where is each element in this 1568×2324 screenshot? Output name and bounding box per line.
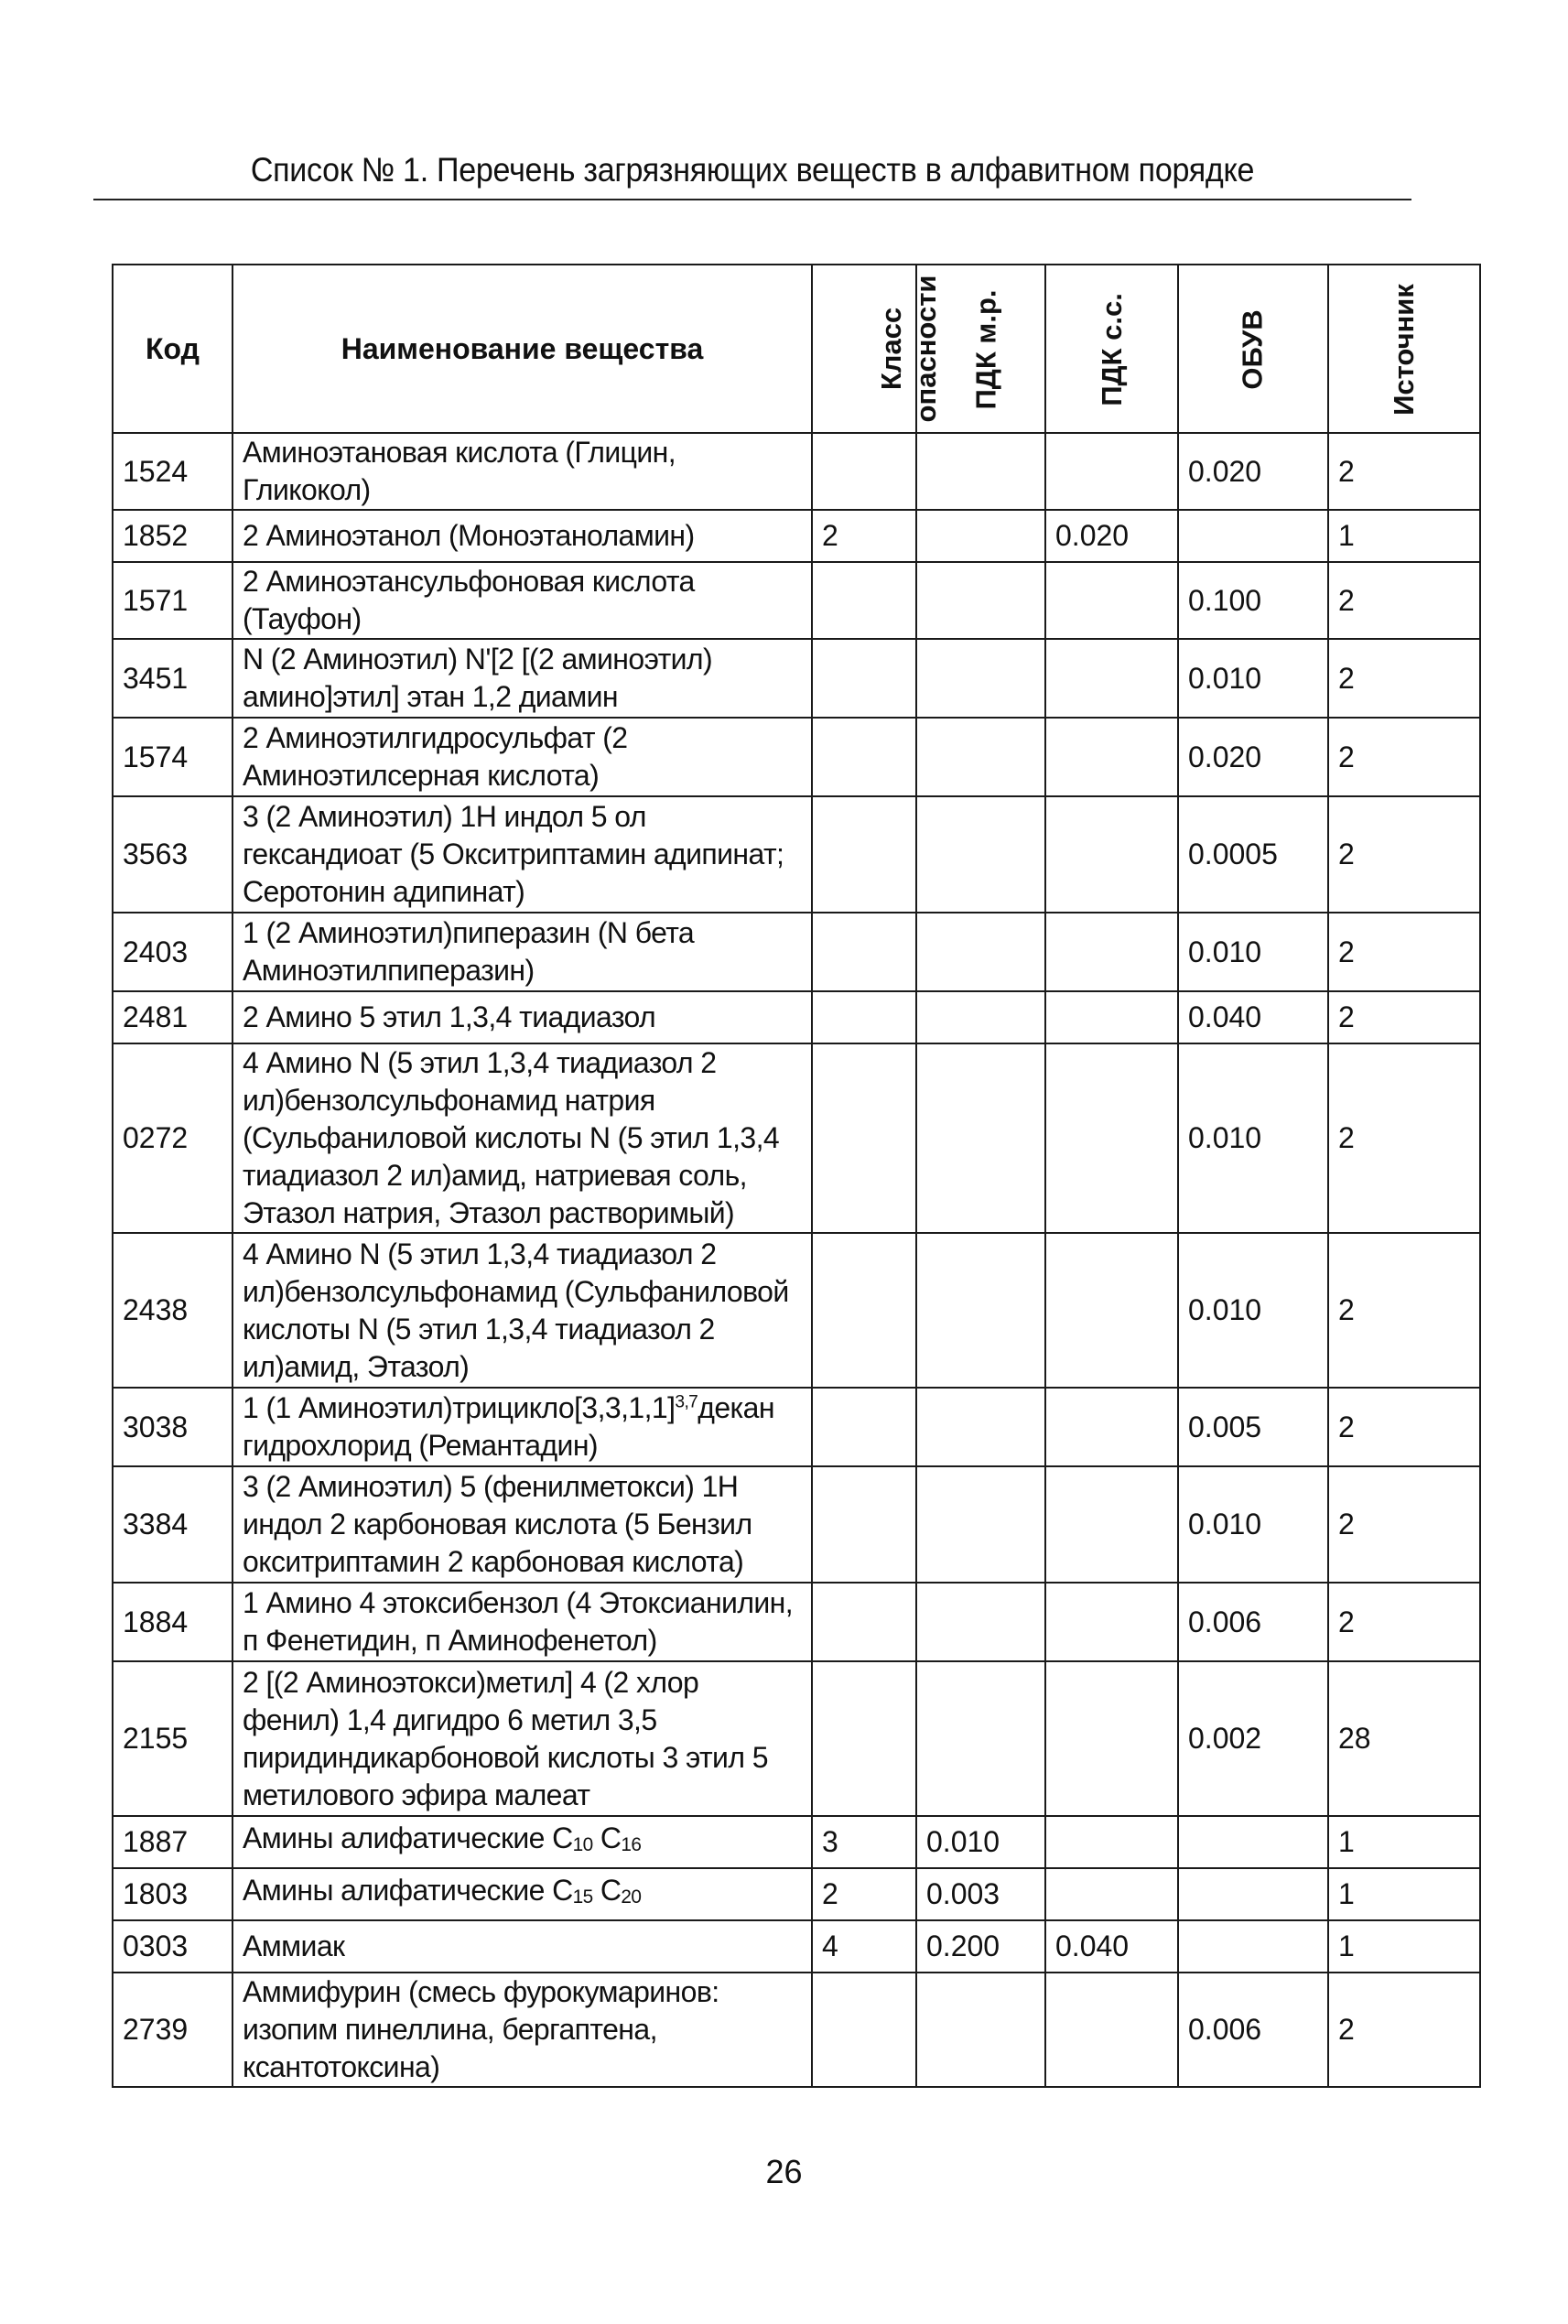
cell-name: N (2 Аминоэтил) N'[2 [(2 аминоэтил) амино]этил] этан 1,2 диамин: [232, 639, 812, 718]
cell-code: 3451: [113, 639, 232, 718]
cell-hazard-class: [812, 1233, 916, 1388]
cell-hazard-class: [812, 991, 916, 1043]
name-subscript: 16: [621, 1834, 642, 1856]
cell-source: 28: [1328, 1661, 1480, 1816]
cell-pdk-mr: [916, 1233, 1045, 1388]
cell-obuv: [1178, 1868, 1328, 1920]
cell-pdk-ss: 0.020: [1045, 510, 1178, 562]
table-row: [113, 510, 1480, 562]
header-hazard-class-label: Класс опасности: [875, 275, 942, 422]
cell-obuv: [1178, 510, 1328, 562]
cell-obuv: 0.020: [1178, 718, 1328, 796]
cell-code: 3563: [113, 796, 232, 913]
name-main: 1 (1 Аминоэтил)трицикло[3,3,1,1]: [243, 1391, 676, 1424]
cell-source: 1: [1328, 1920, 1480, 1973]
cell-obuv: 0.040: [1178, 991, 1328, 1043]
cell-pdk-ss: [1045, 1043, 1178, 1233]
name-main: Амины алифатические C: [243, 1874, 573, 1908]
cell-name: 4 Амино N (5 этил 1,3,4 тиадиазол 2 ил)бензолсульфонамид (Сульфаниловой кислоты N (5 этил 1,3,4 тиадиазол 2 ил)амид, Этазол): [232, 1233, 812, 1388]
cell-obuv: 0.010: [1178, 1043, 1328, 1233]
cell-name: Аминоэтановая кислота (Глицин, Гликокол): [232, 433, 812, 510]
cell-hazard-class: [812, 1043, 916, 1233]
cell-code: 1524: [113, 433, 232, 510]
cell-pdk-mr: [916, 1661, 1045, 1816]
table-row: [113, 796, 1480, 913]
cell-code: 1574: [113, 718, 232, 796]
cell-code: 0272: [113, 1043, 232, 1233]
cell-hazard-class: [812, 1661, 916, 1816]
cell-pdk-ss: [1045, 433, 1178, 510]
cell-source: 1: [1328, 1868, 1480, 1920]
cell-pdk-mr: 0.010: [916, 1816, 1045, 1868]
cell-source: 2: [1328, 1043, 1480, 1233]
cell-pdk-ss: [1045, 639, 1178, 718]
cell-source: 1: [1328, 510, 1480, 562]
table-row: [113, 639, 1480, 718]
cell-code: 2155: [113, 1661, 232, 1816]
cell-source: 2: [1328, 1583, 1480, 1661]
table-row: [113, 1583, 1480, 1661]
cell-pdk-ss: [1045, 1868, 1178, 1920]
header-pdk-ss-label: ПДК с.с.: [1095, 292, 1128, 406]
cell-hazard-class: [812, 1388, 916, 1466]
table-row: [113, 1233, 1480, 1388]
cell-pdk-mr: [916, 913, 1045, 991]
cell-pdk-mr: 0.003: [916, 1868, 1045, 1920]
name-subscript: 15: [572, 1886, 593, 1908]
cell-pdk-mr: [916, 718, 1045, 796]
cell-code: 1887: [113, 1816, 232, 1868]
cell-pdk-mr: [916, 991, 1045, 1043]
substances-table: [112, 264, 1481, 2088]
table-row: [113, 1868, 1480, 1920]
cell-source: 2: [1328, 913, 1480, 991]
name-rest: декан гидрохлорид (Ремантадин): [243, 1391, 774, 1462]
cell-code: 2739: [113, 1973, 232, 2087]
table-row: [113, 1466, 1480, 1583]
cell-code: 0303: [113, 1920, 232, 1973]
table-row: [113, 1973, 1480, 2087]
cell-source: 2: [1328, 1233, 1480, 1388]
cell-source: 2: [1328, 433, 1480, 510]
cell-pdk-mr: [916, 1973, 1045, 2087]
cell-obuv: 0.010: [1178, 913, 1328, 991]
cell-pdk-ss: [1045, 1388, 1178, 1466]
cell-obuv: 0.020: [1178, 433, 1328, 510]
cell-code: 3038: [113, 1388, 232, 1466]
cell-pdk-ss: [1045, 796, 1178, 913]
cell-pdk-ss: [1045, 991, 1178, 1043]
cell-hazard-class: [812, 796, 916, 913]
cell-pdk-ss: [1045, 1233, 1178, 1388]
cell-name: [232, 1816, 812, 1868]
cell-code: 1884: [113, 1583, 232, 1661]
table-row: [113, 1661, 1480, 1816]
cell-name: 1 Амино 4 этоксибензол (4 Этоксианилин, п Фенетидин, п Аминофенетол): [232, 1583, 812, 1661]
cell-pdk-mr: [916, 796, 1045, 913]
cell-source: 2: [1328, 991, 1480, 1043]
cell-hazard-class: 4: [812, 1920, 916, 1973]
cell-pdk-ss: [1045, 913, 1178, 991]
cell-hazard-class: [812, 718, 916, 796]
table-row: [113, 913, 1480, 991]
table-row: [113, 1816, 1480, 1868]
cell-obuv: 0.0005: [1178, 796, 1328, 913]
cell-code: 2438: [113, 1233, 232, 1388]
cell-pdk-ss: [1045, 1816, 1178, 1868]
cell-pdk-mr: [916, 1466, 1045, 1583]
cell-code: 3384: [113, 1466, 232, 1583]
cell-hazard-class: [812, 1466, 916, 1583]
cell-source: 2: [1328, 1973, 1480, 2087]
cell-hazard-class: [812, 562, 916, 639]
table-row: [113, 1388, 1480, 1466]
cell-source: 2: [1328, 1388, 1480, 1466]
cell-source: 1: [1328, 1816, 1480, 1868]
cell-obuv: 0.002: [1178, 1661, 1328, 1816]
name-mid: C: [592, 1821, 622, 1855]
header-obuv: [1178, 265, 1328, 433]
cell-source: 2: [1328, 1466, 1480, 1583]
name-mid: C: [592, 1874, 622, 1908]
table-row: [113, 718, 1480, 796]
cell-hazard-class: 2: [812, 1868, 916, 1920]
cell-name: 2 Аминоэтилгидросульфат (2 Аминоэтилсерная кислота): [232, 718, 812, 796]
cell-obuv: 0.010: [1178, 1466, 1328, 1583]
cell-obuv: [1178, 1920, 1328, 1973]
cell-hazard-class: [812, 639, 916, 718]
header-obuv-label: ОБУВ: [1236, 308, 1269, 390]
cell-obuv: [1178, 1816, 1328, 1868]
cell-code: 1803: [113, 1868, 232, 1920]
cell-obuv: 0.010: [1178, 1233, 1328, 1388]
header-source: [1328, 265, 1480, 433]
header-pdk-mr-label: ПДК м.р.: [969, 289, 1002, 409]
cell-pdk-ss: [1045, 718, 1178, 796]
cell-name: Аммиак: [232, 1920, 812, 1973]
cell-code: 2403: [113, 913, 232, 991]
cell-hazard-class: [812, 1973, 916, 2087]
cell-pdk-mr: [916, 433, 1045, 510]
cell-pdk-mr: [916, 1583, 1045, 1661]
cell-pdk-ss: [1045, 562, 1178, 639]
cell-code: 1571: [113, 562, 232, 639]
header-name: Наименование вещества: [232, 265, 812, 433]
table-row: [113, 1920, 1480, 1973]
cell-name: 4 Амино N (5 этил 1,3,4 тиадиазол 2 ил)бензолсульфонамид натрия (Сульфаниловой кислоты N (5 этил 1,3,4 тиадиазол 2 ил)амид, натриевая соль, Этазол натрия, Этазол растворимый): [232, 1043, 812, 1233]
cell-name: 2 Аминоэтанол (Моноэтаноламин): [232, 510, 812, 562]
cell-hazard-class: [812, 913, 916, 991]
cell-name: 2 [(2 Аминоэтокси)метил] 4 (2 хлор фенил) 1,4 дигидро 6 метил 3,5 пиридиндикарбоновой кислоты 3 этил 5 метилового эфира малеат: [232, 1661, 812, 1816]
cell-name: [232, 1868, 812, 1920]
page-number: 26: [765, 2153, 803, 2190]
cell-obuv: 0.006: [1178, 1583, 1328, 1661]
cell-pdk-mr: [916, 639, 1045, 718]
table-row: [113, 433, 1480, 510]
cell-name: 3 (2 Аминоэтил) 5 (фенилметокси) 1H индол 2 карбоновая кислота (5 Бензил окситриптамин 2 карбоновая кислота): [232, 1466, 812, 1583]
cell-name: [232, 1388, 812, 1466]
table-header-row: [113, 265, 1480, 433]
cell-source: 2: [1328, 796, 1480, 913]
cell-pdk-mr: [916, 562, 1045, 639]
cell-hazard-class: 2: [812, 510, 916, 562]
cell-pdk-mr: [916, 1388, 1045, 1466]
name-subscript: 20: [621, 1886, 642, 1908]
cell-pdk-ss: [1045, 1661, 1178, 1816]
page-title: Список № 1. Перечень загрязняющих веществ в алфавитном порядке: [250, 151, 1255, 189]
title-rule: [93, 199, 1411, 200]
cell-pdk-ss: [1045, 1466, 1178, 1583]
header-pdk-ss: [1045, 265, 1178, 433]
cell-source: 2: [1328, 639, 1480, 718]
cell-code: 1852: [113, 510, 232, 562]
cell-name: 3 (2 Аминоэтил) 1H индол 5 ол гександиоат (5 Окситриптамин адипинат; Серотонин адипинат): [232, 796, 812, 913]
table-row: [113, 991, 1480, 1043]
cell-pdk-ss: [1045, 1973, 1178, 2087]
cell-obuv: 0.005: [1178, 1388, 1328, 1466]
cell-pdk-mr: 0.200: [916, 1920, 1045, 1973]
cell-pdk-mr: [916, 510, 1045, 562]
cell-hazard-class: [812, 433, 916, 510]
cell-name: 2 Амино 5 этил 1,3,4 тиадиазол: [232, 991, 812, 1043]
cell-obuv: 0.010: [1178, 639, 1328, 718]
cell-hazard-class: 3: [812, 1816, 916, 1868]
cell-name: 2 Аминоэтансульфоновая кислота (Тауфон): [232, 562, 812, 639]
cell-source: 2: [1328, 718, 1480, 796]
header-source-label: Источник: [1387, 283, 1420, 416]
cell-code: 2481: [113, 991, 232, 1043]
table-row: [113, 1043, 1480, 1233]
name-subscript: 10: [572, 1834, 593, 1856]
cell-hazard-class: [812, 1583, 916, 1661]
cell-pdk-ss: 0.040: [1045, 1920, 1178, 1973]
cell-name: Аммифурин (смесь фурокумаринов: изопим пинеллина, бергаптена, ксантотоксина): [232, 1973, 812, 2087]
header-hazard-class: [812, 265, 942, 433]
table-row: [113, 562, 1480, 639]
header-code: Код: [113, 265, 232, 433]
cell-obuv: 0.100: [1178, 562, 1328, 639]
cell-pdk-mr: [916, 1043, 1045, 1233]
cell-obuv: 0.006: [1178, 1973, 1328, 2087]
cell-pdk-ss: [1045, 1583, 1178, 1661]
name-superscript: 3,7: [675, 1392, 698, 1412]
cell-source: 2: [1328, 562, 1480, 639]
cell-name: 1 (2 Аминоэтил)пиперазин (N бета Аминоэтилпиперазин): [232, 913, 812, 991]
name-main: Амины алифатические C: [243, 1821, 573, 1855]
